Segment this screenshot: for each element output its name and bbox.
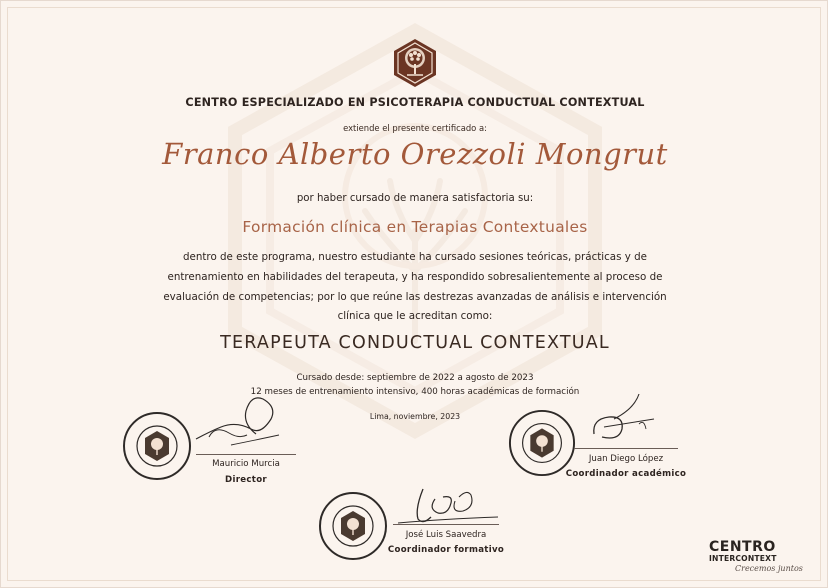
signatory-formative — [381, 530, 511, 555]
signatory-director — [186, 459, 306, 485]
brand-logo — [709, 539, 809, 573]
body-line: evaluación de competencias; por lo que reúne las destrezas avanzadas de análisis e intervención — [163, 291, 667, 303]
place-date: Lima, noviembre, 2023 — [369, 412, 461, 421]
hours-text: 12 meses de entrenamiento intensivo, 400 horas académicas de formación — [250, 387, 580, 397]
brand-tagline: Crecemos juntos — [735, 564, 803, 573]
body-line: entrenamiento en habilidades del terapeuta, y ha respondido sobresalientemente al proceso de — [167, 271, 663, 283]
signatory-role: Coordinador formativo — [387, 545, 505, 555]
signatory-academic — [561, 454, 691, 479]
extends-text: extiende el presente certificado a: — [343, 123, 487, 133]
signature-icon — [393, 479, 503, 529]
signatory-role: Director — [225, 475, 267, 485]
body-line: dentro de este programa, nuestro estudiante ha cursado sesiones teóricas, prácticas y de — [183, 251, 647, 263]
seal-stamp-icon — [122, 411, 192, 481]
signature-line — [574, 448, 678, 449]
signatory-role: Coordinador académico — [565, 469, 687, 479]
seal-stamp-icon — [318, 491, 388, 561]
coursed-dates: Cursado desde: septiembre de 2022 a agosto de 2023 — [296, 373, 534, 383]
recipient-name: Franco Alberto Orezzoli Mongrut — [162, 137, 668, 171]
brand-main: CENTRO — [709, 539, 776, 555]
signatory-name: Mauricio Murcia — [212, 459, 280, 469]
degree-title: TERAPEUTA CONDUCTUAL CONTEXTUAL — [220, 333, 610, 353]
for-having-text: por haber cursado de manera satisfactoria su: — [296, 193, 534, 204]
signatory-name: Juan Diego López — [588, 454, 664, 464]
body-line: clínica que le acreditan como: — [337, 310, 493, 322]
signature-line — [393, 524, 499, 525]
signatory-name: José Luis Saavedra — [405, 530, 487, 540]
course-title: Formación clínica en Terapias Contextuales — [242, 218, 588, 236]
signature-line — [196, 454, 296, 455]
signature-icon — [584, 389, 664, 449]
signature-icon — [191, 389, 286, 451]
tree-logo-icon — [393, 38, 437, 88]
brand-sub: INTERCONTEXT — [709, 554, 777, 563]
institution-title: CENTRO ESPECIALIZADO EN PSICOTERAPIA CONDUCTUAL CONTEXTUAL — [185, 96, 645, 109]
